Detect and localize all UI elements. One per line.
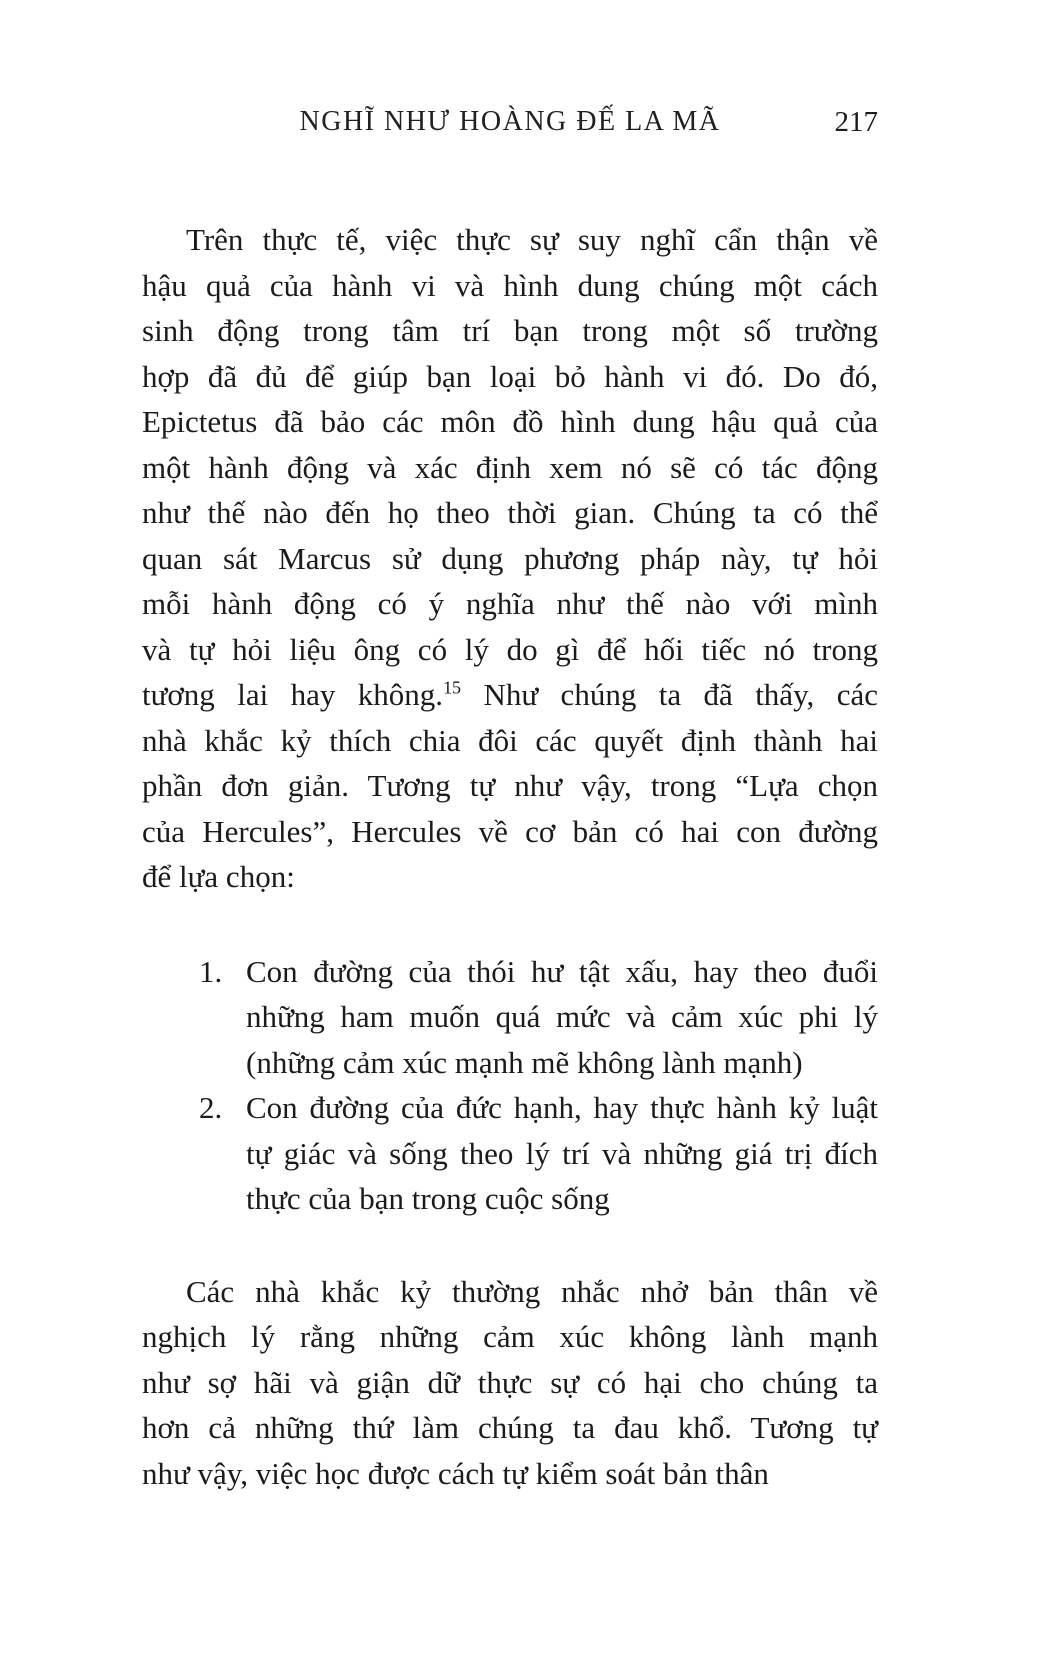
text-line: những ham muốn quá mức và cảm xúc phi lý	[246, 999, 878, 1034]
text-block	[142, 0, 878, 1496]
text-line: nhà khắc kỷ thích chia đôi các quyết định thành hai	[142, 722, 878, 758]
text-line: tự giác và sống theo lý trí và những giá trị đích	[246, 1135, 878, 1171]
page-header	[142, 105, 878, 139]
text-line: của Hercules”, Hercules về cơ bản có hai con đường	[142, 813, 878, 849]
page-number: 217	[834, 106, 878, 138]
list-item	[142, 1085, 878, 1222]
text-line: như thế nào đến họ theo thời gian. Chúng ta có thể	[142, 495, 878, 530]
text-line: nghịch lý rằng những cảm xúc không lành mạnh	[142, 1319, 878, 1354]
text-line: phần đơn giản. Tương tự như vậy, trong “Lựa chọn	[142, 768, 878, 803]
list-item-text	[246, 949, 878, 1086]
numbered-list	[142, 949, 878, 1222]
text-line: hậu quả của hành vi và hình dung chúng một cách	[142, 267, 878, 303]
text-line: để lựa chọn:	[142, 859, 295, 894]
text-line: sinh động trong tâm trí bạn trong một số trường	[142, 313, 878, 348]
list-item-number: 1.	[199, 953, 223, 989]
running-header-title: NGHĨ NHƯ HOÀNG ĐẾ LA MÃ	[299, 106, 721, 137]
text-line: Epictetus đã bảo các môn đồ hình dung hậu quả của	[142, 404, 878, 439]
text-line: như sợ hãi và giận dữ thực sự có hại cho chúng ta	[142, 1364, 878, 1400]
text-line: thực của bạn trong cuộc sống	[246, 1181, 610, 1216]
text-line: Trên thực tế, việc thực sự suy nghĩ cẩn thận về	[186, 222, 878, 257]
paragraph	[142, 1269, 878, 1497]
text-line: Con đường của thói hư tật xấu, hay theo đuổi	[246, 953, 878, 989]
text-line: hơn cả những thứ làm chúng ta đau khổ. Tương tự	[142, 1410, 878, 1445]
footnote-reference: 15	[443, 677, 462, 698]
text-line: Con đường của đức hạnh, hay thực hành kỷ luật	[246, 1090, 878, 1125]
list-item-number: 2.	[199, 1090, 223, 1125]
text-line: tương lai hay không.$^{15}$ Như chúng ta đã thấy, các	[142, 677, 878, 712]
text-line: Các nhà khắc kỷ thường nhắc nhở bản thân về	[186, 1273, 878, 1309]
text-line: như vậy, việc học được cách tự kiểm soát bản thân	[142, 1455, 769, 1491]
paragraph	[142, 217, 878, 900]
text-line: mỗi hành động có ý nghĩa như thế nào với mình	[142, 586, 878, 621]
text-line: một hành động và xác định xem nó sẽ có tác động	[142, 449, 878, 485]
text-line: (những cảm xúc mạnh mẽ không lành mạnh)	[246, 1044, 803, 1080]
text-line: quan sát Marcus sử dụng phương pháp này, tự hỏi	[142, 540, 878, 576]
text-line: và tự hỏi liệu ông có lý do gì để hối tiếc nó trong	[142, 631, 878, 667]
list-item-text	[246, 1085, 878, 1222]
text-line: hợp đã đủ để giúp bạn loại bỏ hành vi đó. Do đó,	[142, 358, 878, 394]
list-item	[142, 949, 878, 1086]
